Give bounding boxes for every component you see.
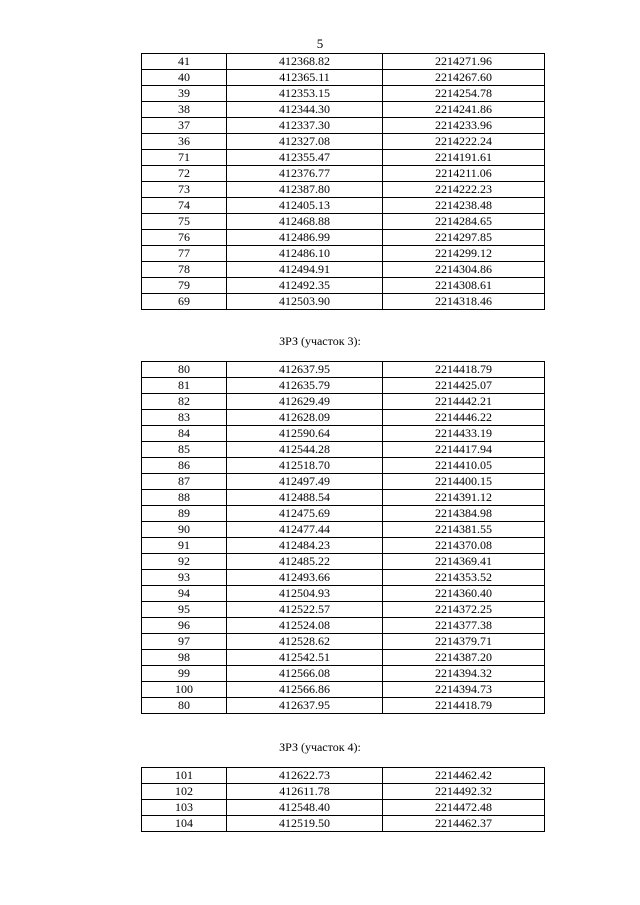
x-coordinate-cell: 412468.88 (227, 214, 383, 230)
table-body (142, 768, 545, 832)
point-number-cell: 90 (142, 522, 227, 538)
table-row (142, 378, 545, 394)
x-coordinate-cell: 412542.51 (227, 650, 383, 666)
y-coordinate-cell: 2214360.40 (383, 586, 545, 602)
point-number-cell: 77 (142, 246, 227, 262)
point-number-cell: 87 (142, 474, 227, 490)
point-number-cell: 74 (142, 198, 227, 214)
y-coordinate-cell: 2214387.20 (383, 650, 545, 666)
x-coordinate-cell: 412344.30 (227, 102, 383, 118)
y-coordinate-cell: 2214472.48 (383, 800, 545, 816)
table-row (142, 602, 545, 618)
point-number-cell: 100 (142, 682, 227, 698)
point-number-cell: 36 (142, 134, 227, 150)
x-coordinate-cell: 412503.90 (227, 294, 383, 310)
x-coordinate-cell: 412637.95 (227, 698, 383, 714)
y-coordinate-cell: 2214394.73 (383, 682, 545, 698)
point-number-cell: 78 (142, 262, 227, 278)
point-number-cell: 75 (142, 214, 227, 230)
y-coordinate-cell: 2214433.19 (383, 426, 545, 442)
y-coordinate-cell: 2214425.07 (383, 378, 545, 394)
point-number-cell: 102 (142, 784, 227, 800)
point-number-cell: 88 (142, 490, 227, 506)
point-number-cell: 104 (142, 816, 227, 832)
y-coordinate-cell: 2214372.25 (383, 602, 545, 618)
table-row (142, 666, 545, 682)
y-coordinate-cell: 2214370.08 (383, 538, 545, 554)
point-number-cell: 92 (142, 554, 227, 570)
y-coordinate-cell: 2214353.52 (383, 570, 545, 586)
section-heading-plot-4: ЗРЗ (участок 4): (279, 740, 361, 754)
table-body (142, 54, 545, 310)
y-coordinate-cell: 2214492.32 (383, 784, 545, 800)
x-coordinate-cell: 412635.79 (227, 378, 383, 394)
table-row (142, 634, 545, 650)
table-row (142, 214, 545, 230)
table-row (142, 294, 545, 310)
coordinates-table-plot-4 (141, 767, 545, 832)
point-number-cell: 93 (142, 570, 227, 586)
table-row (142, 442, 545, 458)
x-coordinate-cell: 412337.30 (227, 118, 383, 134)
x-coordinate-cell: 412522.57 (227, 602, 383, 618)
y-coordinate-cell: 2214384.98 (383, 506, 545, 522)
x-coordinate-cell: 412519.50 (227, 816, 383, 832)
y-coordinate-cell: 2214391.12 (383, 490, 545, 506)
x-coordinate-cell: 412637.95 (227, 362, 383, 378)
x-coordinate-cell: 412493.66 (227, 570, 383, 586)
y-coordinate-cell: 2214271.96 (383, 54, 545, 70)
table-row (142, 118, 545, 134)
point-number-cell: 99 (142, 666, 227, 682)
table-row (142, 650, 545, 666)
y-coordinate-cell: 2214222.24 (383, 134, 545, 150)
table-row (142, 150, 545, 166)
point-number-cell: 76 (142, 230, 227, 246)
table-row (142, 362, 545, 378)
x-coordinate-cell: 412544.28 (227, 442, 383, 458)
x-coordinate-cell: 412497.49 (227, 474, 383, 490)
table-row (142, 166, 545, 182)
y-coordinate-cell: 2214400.15 (383, 474, 545, 490)
x-coordinate-cell: 412548.40 (227, 800, 383, 816)
y-coordinate-cell: 2214299.12 (383, 246, 545, 262)
point-number-cell: 85 (142, 442, 227, 458)
x-coordinate-cell: 412622.73 (227, 768, 383, 784)
point-number-cell: 80 (142, 698, 227, 714)
y-coordinate-cell: 2214318.46 (383, 294, 545, 310)
y-coordinate-cell: 2214297.85 (383, 230, 545, 246)
x-coordinate-cell: 412629.49 (227, 394, 383, 410)
coordinates-table-plot-3 (141, 361, 545, 714)
y-coordinate-cell: 2214369.41 (383, 554, 545, 570)
point-number-cell: 94 (142, 586, 227, 602)
table-row (142, 458, 545, 474)
point-number-cell: 37 (142, 118, 227, 134)
y-coordinate-cell: 2214379.71 (383, 634, 545, 650)
x-coordinate-cell: 412477.44 (227, 522, 383, 538)
y-coordinate-cell: 2214462.37 (383, 816, 545, 832)
y-coordinate-cell: 2214238.48 (383, 198, 545, 214)
x-coordinate-cell: 412355.47 (227, 150, 383, 166)
x-coordinate-cell: 412486.10 (227, 246, 383, 262)
y-coordinate-cell: 2214394.32 (383, 666, 545, 682)
table-row (142, 698, 545, 714)
table-body (142, 362, 545, 714)
y-coordinate-cell: 2214442.21 (383, 394, 545, 410)
point-number-cell: 95 (142, 602, 227, 618)
y-coordinate-cell: 2214377.38 (383, 618, 545, 634)
point-number-cell: 81 (142, 378, 227, 394)
x-coordinate-cell: 412566.86 (227, 682, 383, 698)
x-coordinate-cell: 412365.11 (227, 70, 383, 86)
point-number-cell: 86 (142, 458, 227, 474)
y-coordinate-cell: 2214222.23 (383, 182, 545, 198)
point-number-cell: 40 (142, 70, 227, 86)
point-number-cell: 91 (142, 538, 227, 554)
table-row (142, 784, 545, 800)
x-coordinate-cell: 412518.70 (227, 458, 383, 474)
x-coordinate-cell: 412628.09 (227, 410, 383, 426)
y-coordinate-cell: 2214267.60 (383, 70, 545, 86)
table-row (142, 198, 545, 214)
x-coordinate-cell: 412504.93 (227, 586, 383, 602)
x-coordinate-cell: 412327.08 (227, 134, 383, 150)
table-row (142, 262, 545, 278)
coordinates-table-1 (141, 53, 545, 310)
table-row (142, 506, 545, 522)
x-coordinate-cell: 412405.13 (227, 198, 383, 214)
table-row (142, 816, 545, 832)
table-row (142, 246, 545, 262)
page-number: 5 (316, 36, 324, 51)
table-row (142, 682, 545, 698)
y-coordinate-cell: 2214381.55 (383, 522, 545, 538)
point-number-cell: 96 (142, 618, 227, 634)
x-coordinate-cell: 412376.77 (227, 166, 383, 182)
table-row (142, 800, 545, 816)
x-coordinate-cell: 412486.99 (227, 230, 383, 246)
table-row (142, 618, 545, 634)
x-coordinate-cell: 412611.78 (227, 784, 383, 800)
section-heading-plot-3: ЗРЗ (участок 3): (279, 334, 361, 348)
table-row (142, 426, 545, 442)
y-coordinate-cell: 2214308.61 (383, 278, 545, 294)
y-coordinate-cell: 2214417.94 (383, 442, 545, 458)
point-number-cell: 38 (142, 102, 227, 118)
y-coordinate-cell: 2214304.86 (383, 262, 545, 278)
table-row (142, 474, 545, 490)
table-row (142, 230, 545, 246)
point-number-cell: 80 (142, 362, 227, 378)
x-coordinate-cell: 412492.35 (227, 278, 383, 294)
table-row (142, 278, 545, 294)
x-coordinate-cell: 412475.69 (227, 506, 383, 522)
table-row (142, 182, 545, 198)
point-number-cell: 73 (142, 182, 227, 198)
y-coordinate-cell: 2214191.61 (383, 150, 545, 166)
y-coordinate-cell: 2214233.96 (383, 118, 545, 134)
x-coordinate-cell: 412590.64 (227, 426, 383, 442)
point-number-cell: 79 (142, 278, 227, 294)
y-coordinate-cell: 2214446.22 (383, 410, 545, 426)
point-number-cell: 71 (142, 150, 227, 166)
x-coordinate-cell: 412494.91 (227, 262, 383, 278)
table-row (142, 102, 545, 118)
point-number-cell: 84 (142, 426, 227, 442)
table-row (142, 70, 545, 86)
x-coordinate-cell: 412524.08 (227, 618, 383, 634)
y-coordinate-cell: 2214418.79 (383, 362, 545, 378)
point-number-cell: 98 (142, 650, 227, 666)
table-row (142, 768, 545, 784)
x-coordinate-cell: 412528.62 (227, 634, 383, 650)
x-coordinate-cell: 412485.22 (227, 554, 383, 570)
point-number-cell: 82 (142, 394, 227, 410)
y-coordinate-cell: 2214410.05 (383, 458, 545, 474)
table-row (142, 86, 545, 102)
x-coordinate-cell: 412566.08 (227, 666, 383, 682)
table-row (142, 394, 545, 410)
y-coordinate-cell: 2214254.78 (383, 86, 545, 102)
x-coordinate-cell: 412368.82 (227, 54, 383, 70)
x-coordinate-cell: 412353.15 (227, 86, 383, 102)
table-row (142, 134, 545, 150)
point-number-cell: 103 (142, 800, 227, 816)
y-coordinate-cell: 2214462.42 (383, 768, 545, 784)
point-number-cell: 83 (142, 410, 227, 426)
point-number-cell: 41 (142, 54, 227, 70)
table-row (142, 586, 545, 602)
point-number-cell: 89 (142, 506, 227, 522)
table-row (142, 410, 545, 426)
point-number-cell: 97 (142, 634, 227, 650)
table-row (142, 570, 545, 586)
table-row (142, 538, 545, 554)
table-row (142, 54, 545, 70)
table-row (142, 554, 545, 570)
x-coordinate-cell: 412488.54 (227, 490, 383, 506)
y-coordinate-cell: 2214211.06 (383, 166, 545, 182)
point-number-cell: 72 (142, 166, 227, 182)
y-coordinate-cell: 2214418.79 (383, 698, 545, 714)
point-number-cell: 39 (142, 86, 227, 102)
point-number-cell: 101 (142, 768, 227, 784)
point-number-cell: 69 (142, 294, 227, 310)
y-coordinate-cell: 2214241.86 (383, 102, 545, 118)
y-coordinate-cell: 2214284.65 (383, 214, 545, 230)
table-row (142, 522, 545, 538)
x-coordinate-cell: 412387.80 (227, 182, 383, 198)
x-coordinate-cell: 412484.23 (227, 538, 383, 554)
table-row (142, 490, 545, 506)
